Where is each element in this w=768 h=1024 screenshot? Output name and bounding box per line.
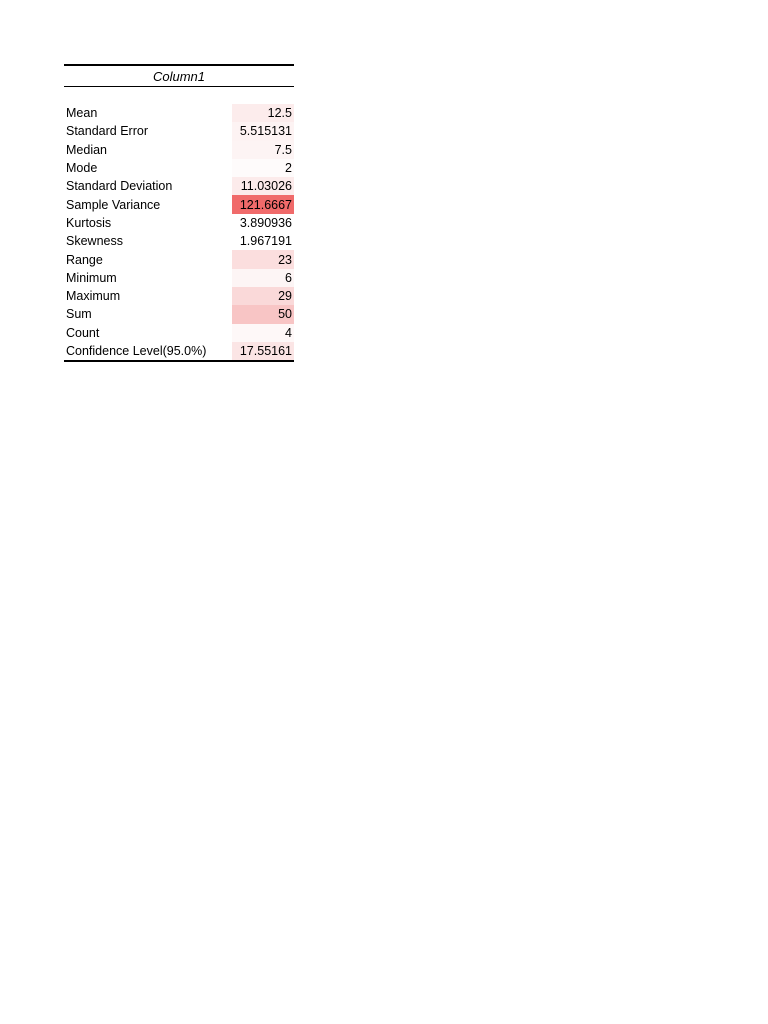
- stat-value-cell[interactable]: 4: [232, 324, 294, 342]
- stat-label-cell[interactable]: Mean: [66, 106, 98, 121]
- table-row: [64, 159, 294, 177]
- stat-value-cell[interactable]: 23: [232, 250, 294, 268]
- stat-label-cell[interactable]: Sample Variance: [66, 197, 161, 212]
- table-row: [64, 305, 294, 323]
- stat-label-cell[interactable]: Standard Deviation: [66, 179, 173, 194]
- stat-value-cell[interactable]: 121.6667: [232, 195, 294, 213]
- stat-label-cell[interactable]: Sum: [66, 307, 92, 322]
- table-row: [64, 269, 294, 287]
- stat-value-cell[interactable]: 3.890936: [232, 214, 294, 232]
- table-row: [64, 195, 294, 213]
- table-row: [64, 141, 294, 159]
- stat-value-cell[interactable]: 7.5: [232, 141, 294, 159]
- table-row: [64, 324, 294, 342]
- stat-value-cell[interactable]: 11.03026: [232, 177, 294, 195]
- table-row: [64, 177, 294, 195]
- stat-value-cell[interactable]: 12.5: [232, 104, 294, 122]
- stat-label-cell[interactable]: Mode: [66, 161, 98, 176]
- stat-label-cell[interactable]: Standard Error: [66, 124, 148, 139]
- stat-label-cell[interactable]: Confidence Level(95.0%): [66, 344, 207, 358]
- table-row: [64, 250, 294, 268]
- stat-value-cell[interactable]: 6: [232, 269, 294, 287]
- stat-label-cell[interactable]: Skewness: [66, 234, 123, 249]
- stat-label-cell[interactable]: Count: [66, 325, 100, 340]
- table-row: [64, 232, 294, 250]
- spacer-row: [64, 87, 294, 104]
- stat-label-cell[interactable]: Kurtosis: [66, 215, 112, 230]
- column-header-label: Column1: [152, 68, 206, 84]
- stat-rows: [64, 104, 294, 362]
- descriptive-statistics-table: [64, 64, 294, 362]
- stat-value-cell[interactable]: 1.967191: [232, 232, 294, 250]
- stat-value-cell[interactable]: 50: [232, 305, 294, 323]
- column-header[interactable]: [64, 64, 294, 87]
- stat-value-cell[interactable]: 5.515131: [232, 122, 294, 140]
- table-row: [64, 214, 294, 232]
- stat-label-cell[interactable]: Maximum: [66, 289, 121, 304]
- stat-label-cell[interactable]: Median: [66, 142, 107, 157]
- table-row: [64, 342, 294, 360]
- stat-value-cell[interactable]: 2: [232, 159, 294, 177]
- stat-value-cell[interactable]: 17.55161: [232, 342, 294, 360]
- stat-label-cell[interactable]: Range: [66, 252, 103, 267]
- stat-label-cell[interactable]: Minimum: [66, 270, 117, 285]
- table-row: [64, 122, 294, 140]
- stat-value-cell[interactable]: 29: [232, 287, 294, 305]
- table-row: [64, 104, 294, 122]
- table-row: [64, 287, 294, 305]
